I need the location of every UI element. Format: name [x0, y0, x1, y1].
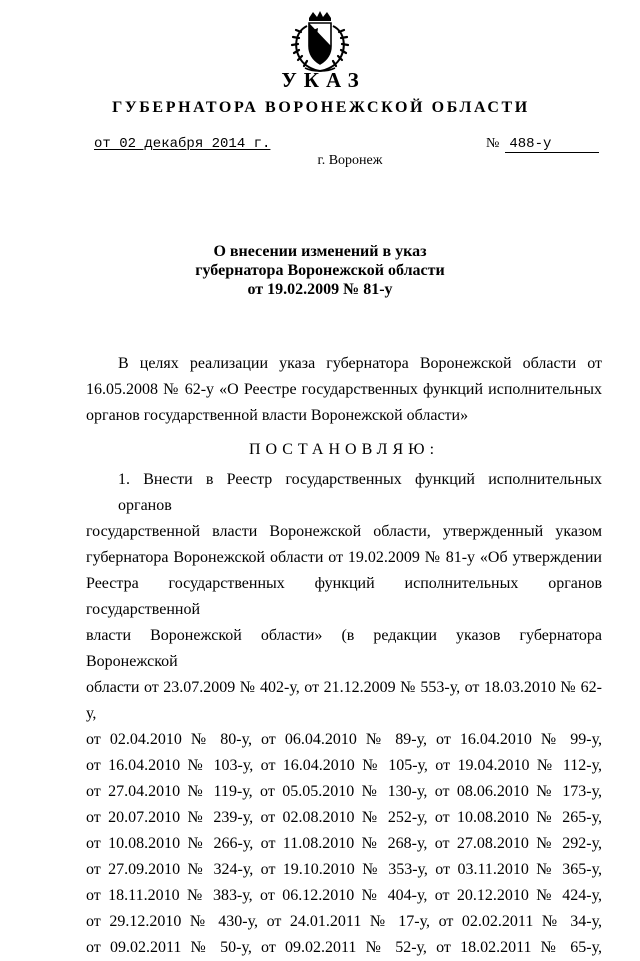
text-line: Реестра государственных функций исполнительных органов государственной	[86, 575, 602, 618]
text-line: от 02.04.2010 № 80-у, от 06.04.2010 № 89-у, от 16.04.2010 № 99-у,	[86, 731, 602, 748]
text-line: от 20.07.2010 № 239-у, от 02.08.2010 № 252-у, от 10.08.2010 № 265-у,	[86, 809, 602, 826]
text-line: от 09.02.2011 № 50-у, от 09.02.2011 № 52-у, от 18.02.2011 № 65-у,	[86, 939, 602, 956]
heading-line: губернатора Воронежской области	[195, 262, 445, 279]
document-number-line	[486, 136, 599, 153]
coat-of-arms-voronezh-icon	[287, 10, 353, 76]
heading-line: О внесении изменений в указ	[213, 243, 427, 260]
document-heading	[0, 242, 640, 299]
text-line: от 27.04.2010 № 119-у, от 05.05.2010 № 130-у, от 08.06.2010 № 173-у,	[86, 783, 602, 800]
document-city: г. Воронеж	[317, 153, 383, 168]
resolve-word: ПОСТАНОВЛЯЮ:	[248, 441, 440, 458]
intro-paragraph: В целях реализации указа губернатора Воронежской области от 16.05.2008 № 62-у «О Реестре государственных функций исполнительных органов государственной власти Воронежской области»	[86, 355, 602, 424]
number-sign: №	[486, 136, 500, 151]
text-line: от 18.11.2010 № 383-у, от 06.12.2010 № 404-у, от 20.12.2010 № 424-у,	[86, 887, 602, 904]
text-line: 1. Внести в Реестр государственных функций исполнительных органов	[118, 471, 602, 514]
document-body	[86, 351, 602, 961]
text-line: от 27.09.2010 № 324-у, от 19.10.2010 № 353-у, от 03.11.2010 № 365-у,	[86, 861, 602, 878]
item-1-paragraph	[86, 467, 602, 961]
document-subtitle: ГУБЕРНАТОРА ВОРОНЕЖСКОЙ ОБЛАСТИ	[112, 99, 530, 116]
document-date: от 02 декабря 2014 г.	[94, 136, 271, 152]
heading-line: от 19.02.2009 № 81-у	[247, 281, 393, 298]
text-line: власти Воронежской области» (в редакции указов губернатора Воронежской	[86, 627, 602, 670]
text-line: от 10.08.2010 № 266-у, от 11.08.2010 № 268-у, от 27.08.2010 № 292-у,	[86, 835, 602, 852]
text-line: от 16.04.2010 № 103-у, от 16.04.2010 № 105-у, от 19.04.2010 № 112-у,	[86, 757, 602, 774]
text-line: губернатора Воронежской области от 19.02.2009 № 81-у «Об утверждении	[86, 549, 602, 566]
document-number: 488-у	[505, 136, 599, 153]
text-line: от 29.12.2010 № 430-у, от 24.01.2011 № 17-у, от 02.02.2011 № 34-у,	[86, 913, 602, 930]
text-line: области от 23.07.2009 № 402-у, от 21.12.2009 № 553-у, от 18.03.2010 № 62-у,	[86, 679, 602, 722]
document-title: УКАЗ	[281, 68, 366, 92]
text-line: государственной власти Воронежской области, утвержденный указом	[86, 523, 602, 540]
